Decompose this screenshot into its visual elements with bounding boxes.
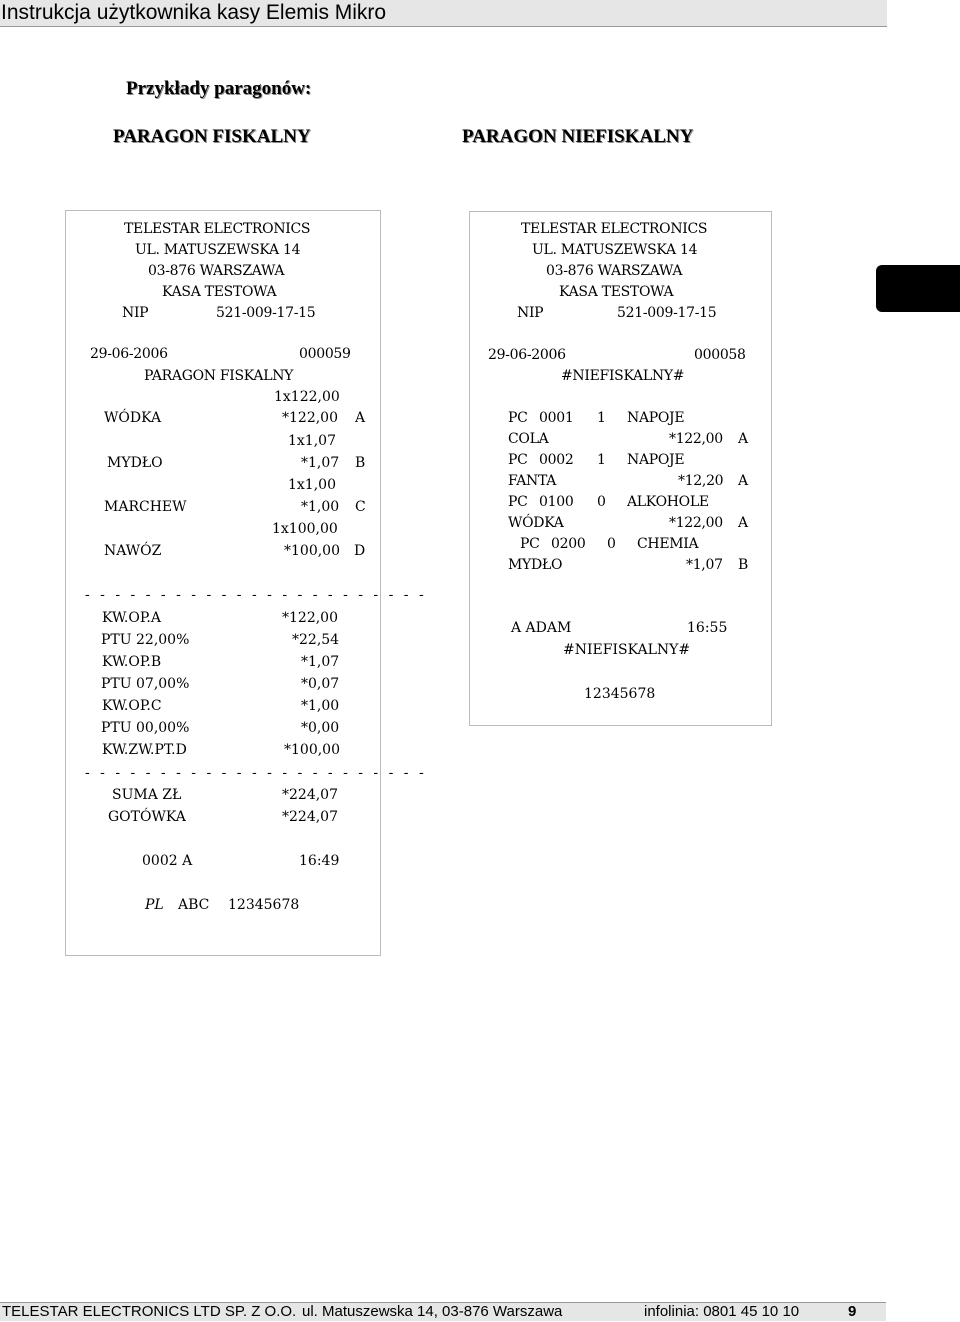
product-tax: A <box>738 515 748 531</box>
company-name: TELESTAR ELECTRONICS <box>521 221 708 237</box>
item-tax: D <box>354 543 366 559</box>
item-price: *1,07 <box>301 455 340 471</box>
product-price: *122,00 <box>669 515 723 531</box>
cashier-id: A ADAM <box>511 620 572 636</box>
product-tax: B <box>738 557 748 573</box>
product-name: FANTA <box>508 473 557 489</box>
tax-label: KW.ZW.PT.D <box>102 742 187 758</box>
product-price: *12,20 <box>678 473 724 489</box>
pc-label: PC <box>520 536 540 552</box>
pc-group: NAPOJE <box>627 410 685 426</box>
serial-number: 12345678 <box>228 897 300 913</box>
item-qty: 1x1,00 <box>288 477 336 493</box>
receipt-number: 000058 <box>694 347 746 363</box>
tax-value: *22,54 <box>292 632 340 648</box>
item-price: *100,00 <box>284 543 340 559</box>
document-footer <box>0 1302 886 1321</box>
nip-value: 521-009-17-15 <box>617 305 717 321</box>
item-qty: 1x122,00 <box>274 389 340 405</box>
company-name: TELESTAR ELECTRONICS <box>124 221 311 237</box>
city: 03-876 WARSZAWA <box>546 263 683 279</box>
page-number: 9 <box>848 1303 857 1320</box>
pc-code: 0002 <box>539 452 574 468</box>
item-qty: 1x1,07 <box>288 433 336 449</box>
pc-label: PC <box>508 494 528 510</box>
pl-mark: PL <box>145 897 164 913</box>
nonfiscal-receipt <box>469 211 772 726</box>
register-name: KASA TESTOWA <box>559 284 674 300</box>
cash-value: *224,07 <box>282 809 338 825</box>
pc-group: NAPOJE <box>627 452 685 468</box>
footer-hotline: infolinia: 0801 45 10 10 <box>644 1303 800 1320</box>
item-tax: B <box>355 455 366 471</box>
tax-value: *0,00 <box>301 720 340 736</box>
footer-address: ul. Matuszewska 14, 03-876 Warszawa <box>302 1303 563 1320</box>
item-name: MYDŁO <box>107 455 163 471</box>
pc-group: CHEMIA <box>637 536 699 552</box>
section-title: Przykłady paragonów: <box>126 78 312 99</box>
pc-count: 1 <box>597 452 606 468</box>
tax-label: KW.OP.C <box>102 698 162 714</box>
sum-label: SUMA ZŁ <box>112 787 182 803</box>
receipt-kind: PARAGON FISKALNY <box>144 368 294 384</box>
receipt-date: 29-06-2006 <box>90 346 168 362</box>
chapter-tab-marker <box>876 265 960 312</box>
tax-label: KW.OP.B <box>102 654 162 670</box>
divider-line: - - - - - - - - - - - - - - - - - - - - - - - <box>85 765 427 781</box>
footer-company: TELESTAR ELECTRONICS LTD SP. Z O.O. <box>2 1303 297 1320</box>
pc-group: ALKOHOLE <box>627 494 709 510</box>
item-name: NAWÓZ <box>104 543 162 559</box>
product-name: WÓDKA <box>508 515 564 531</box>
pc-count: 0 <box>597 494 606 510</box>
pc-count: 1 <box>597 410 606 426</box>
fiscal-receipt-heading: PARAGON FISKALNY <box>113 126 311 147</box>
receipt-number: 000059 <box>299 346 351 362</box>
nip-value: 521-009-17-15 <box>216 305 316 321</box>
cashier-id: 0002 A <box>142 853 193 869</box>
product-tax: A <box>738 431 748 447</box>
item-name: WÓDKA <box>104 410 162 426</box>
receipt-kind-footer: #NIEFISKALNY# <box>563 642 691 658</box>
pc-code: 0200 <box>551 536 586 552</box>
nip-label: NIP <box>517 305 544 321</box>
pc-code: 0001 <box>539 410 574 426</box>
serial-number: 12345678 <box>584 686 656 702</box>
tax-value: *0,07 <box>301 676 340 692</box>
register-name: KASA TESTOWA <box>162 284 277 300</box>
tax-value: *1,00 <box>301 698 340 714</box>
cash-label: GOTÓWKA <box>108 809 186 825</box>
item-tax: A <box>355 410 366 426</box>
divider-line: - - - - - - - - - - - - - - - - - - - - - - - <box>85 587 427 603</box>
document-header <box>0 0 887 27</box>
tax-label: PTU 22,00% <box>101 632 190 648</box>
pc-label: PC <box>508 410 528 426</box>
tax-value: *122,00 <box>282 610 338 626</box>
tax-label: PTU 00,00% <box>101 720 190 736</box>
nip-label: NIP <box>122 305 149 321</box>
receipt-time: 16:55 <box>687 620 728 636</box>
tax-value: *100,00 <box>284 742 340 758</box>
street: UL. MATUSZEWSKA 14 <box>532 242 698 258</box>
item-price: *1,00 <box>301 499 340 515</box>
nonfiscal-receipt-heading: PARAGON NIEFISKALNY <box>462 126 694 147</box>
receipt-date: 29-06-2006 <box>488 347 566 363</box>
item-name: MARCHEW <box>104 499 187 515</box>
product-price: *122,00 <box>669 431 723 447</box>
product-price: *1,07 <box>686 557 723 573</box>
tax-label: KW.OP.A <box>102 610 161 626</box>
receipt-time: 16:49 <box>299 853 340 869</box>
item-price: *122,00 <box>282 410 338 426</box>
product-tax: A <box>738 473 748 489</box>
product-name: COLA <box>508 431 549 447</box>
document-title: Instrukcja użytkownika kasy Elemis Mikro <box>1 1 387 24</box>
product-name: MYDŁO <box>508 557 563 573</box>
tax-value: *1,07 <box>301 654 340 670</box>
pc-count: 0 <box>607 536 616 552</box>
fiscal-receipt <box>65 210 427 956</box>
sum-value: *224,07 <box>282 787 338 803</box>
pc-label: PC <box>508 452 528 468</box>
abc-mark: ABC <box>178 897 210 913</box>
item-tax: C <box>355 499 366 515</box>
city: 03-876 WARSZAWA <box>148 263 285 279</box>
receipt-kind: #NIEFISKALNY# <box>561 368 685 384</box>
pc-code: 0100 <box>539 494 574 510</box>
item-qty: 1x100,00 <box>272 521 338 537</box>
tax-label: PTU 07,00% <box>101 676 190 692</box>
street: UL. MATUSZEWSKA 14 <box>135 242 301 258</box>
